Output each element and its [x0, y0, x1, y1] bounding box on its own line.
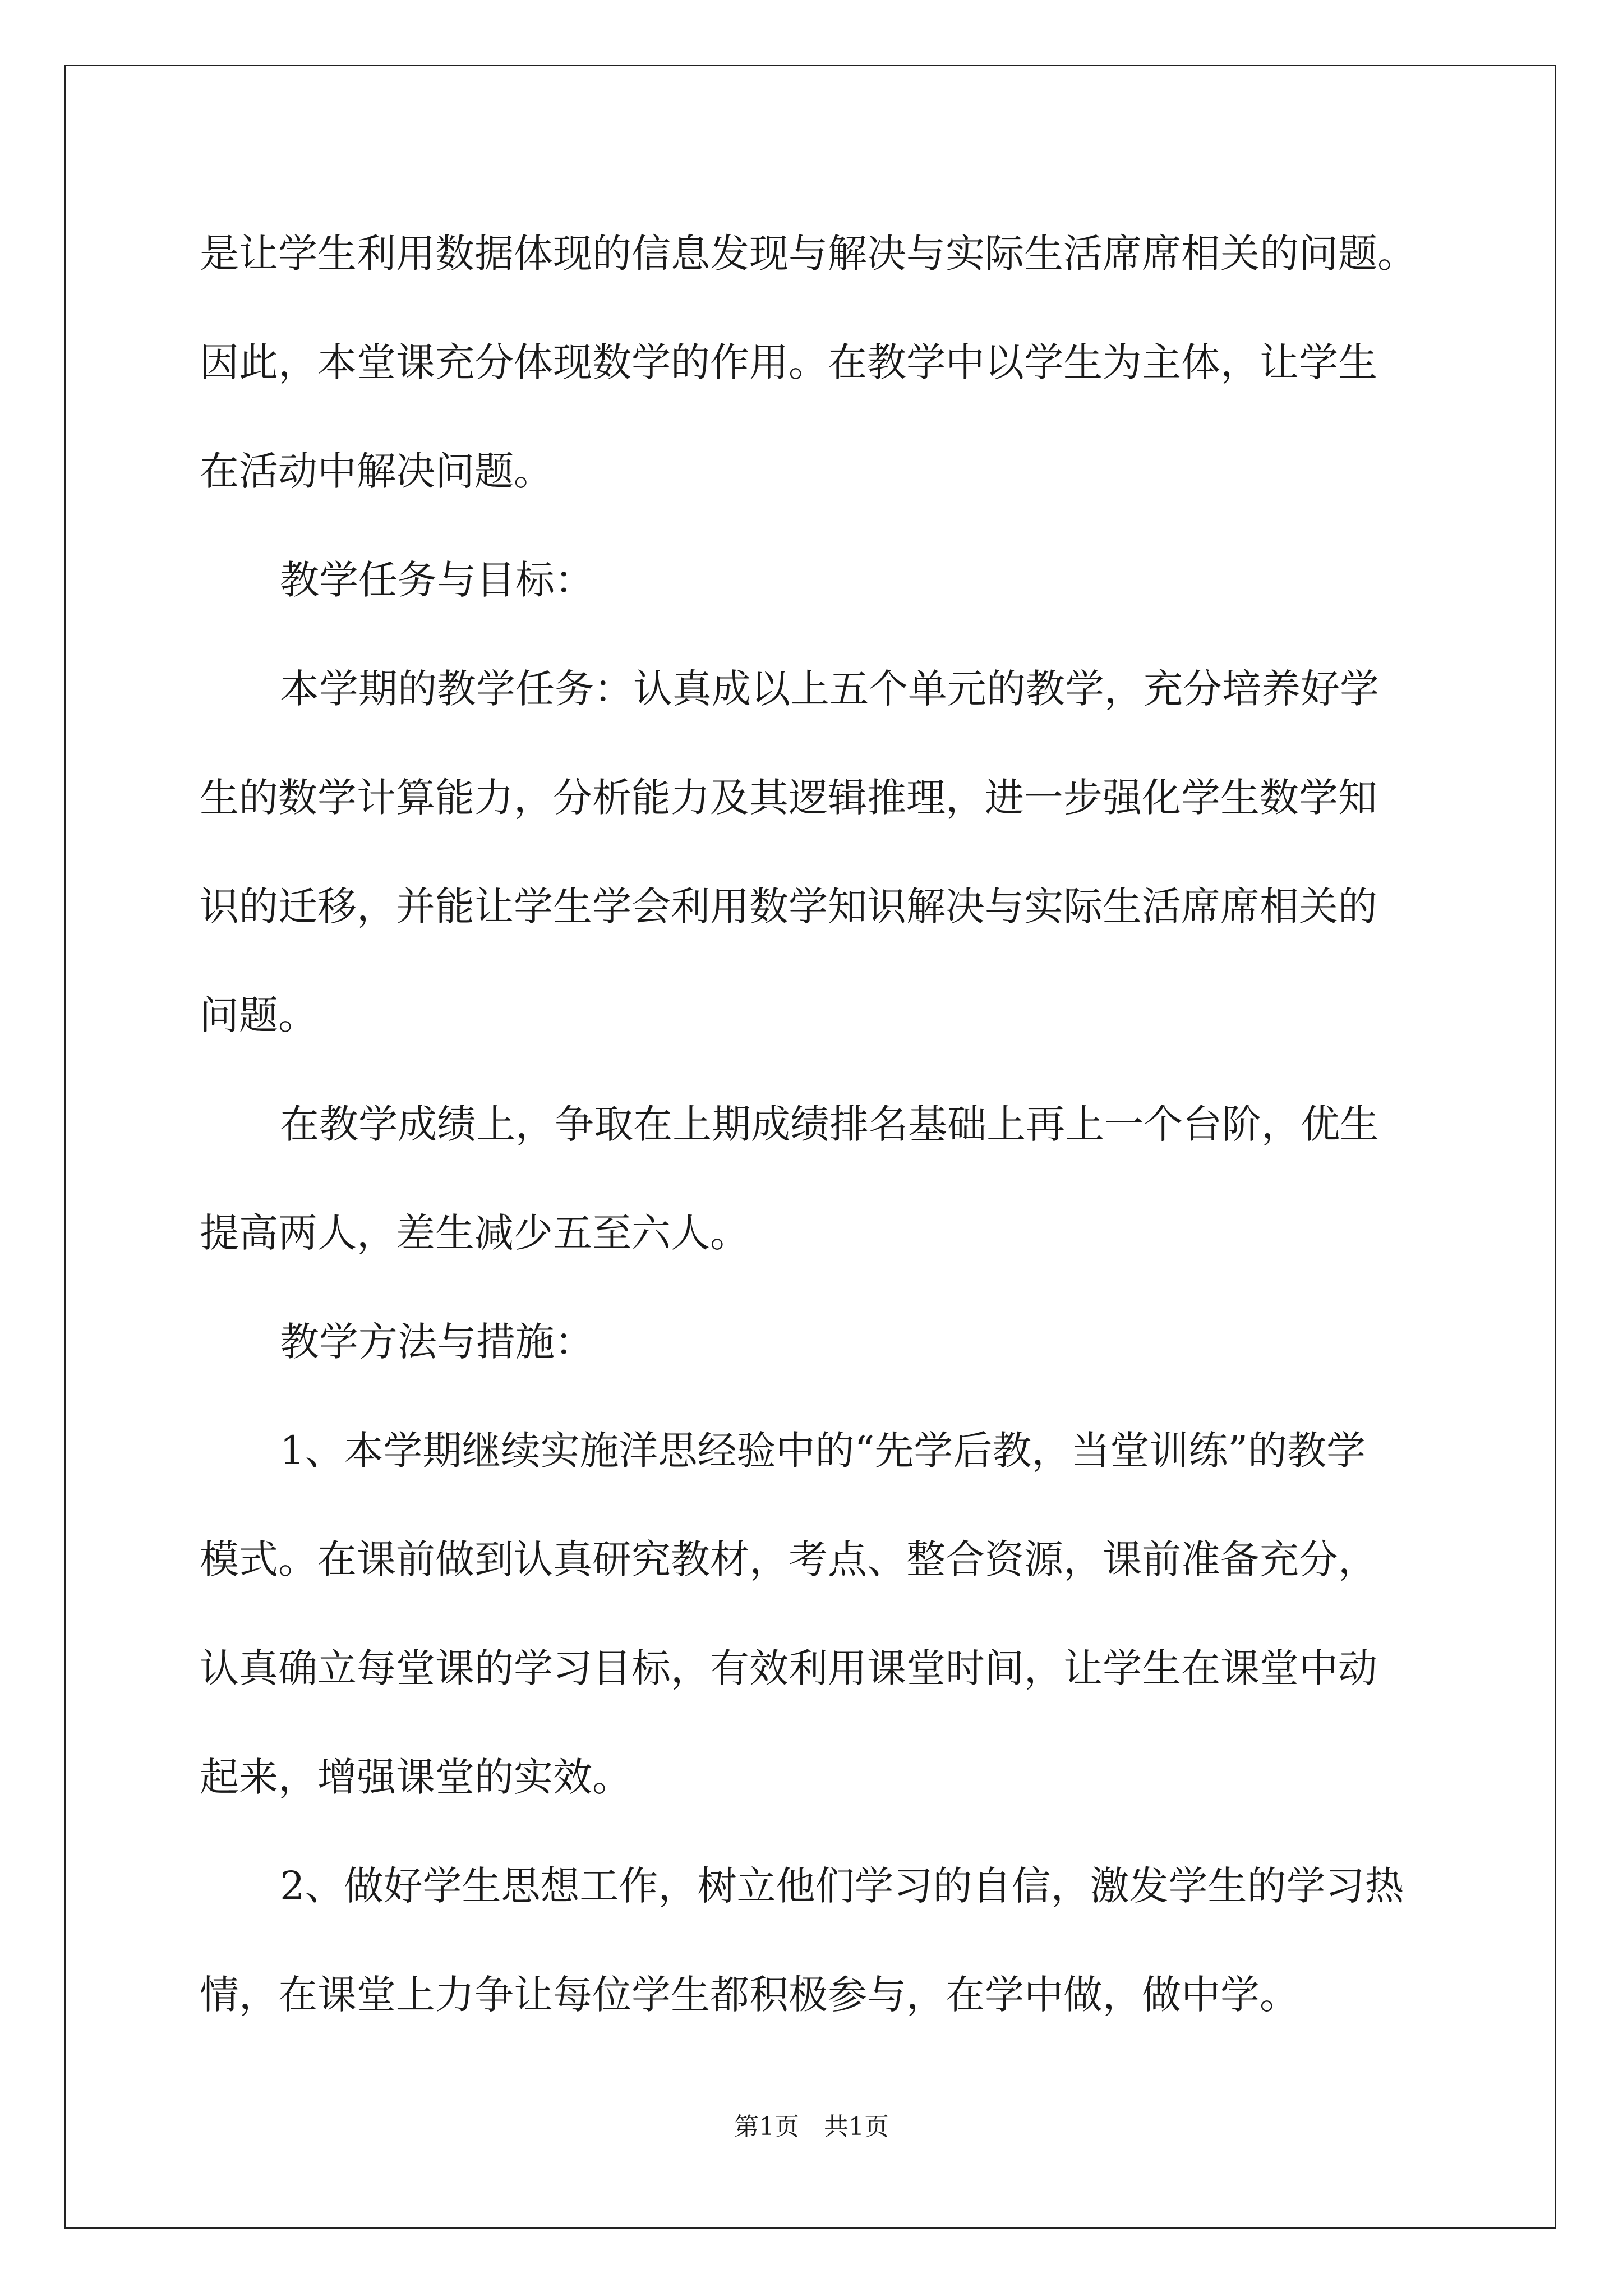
heading-teaching-tasks	[200, 526, 1456, 634]
text-line: 起来，增强课堂的实效。	[200, 1754, 631, 1800]
paragraph-method-1	[200, 1396, 1456, 1832]
text-line: 提高两人，差生减少五至六人。	[200, 1210, 749, 1256]
text-line: 在活动中解决问题。	[200, 448, 553, 494]
text-line: 是让学生利用数据体现的信息发现与解决与实际生活席席相关的问题。	[200, 231, 1417, 277]
text-line: 认真确立每堂课的学习目标，有效利用课堂时间，让学生在课堂中动	[200, 1645, 1377, 1691]
page-number-footer: 第1页 共1页	[734, 2113, 889, 2141]
paragraph-method-2	[200, 1832, 1456, 2049]
section-heading: 教学任务与目标：	[280, 557, 594, 603]
text-line: 模式。在课前做到认真研究教材，考点、整合资源，课前准备充分，	[200, 1536, 1377, 1582]
section-heading: 教学方法与措施：	[280, 1319, 594, 1365]
text-line: 因此，本堂课充分体现数学的作用。在教学中以学生为主体，让学生	[200, 339, 1377, 385]
text-line: 2、做好学生思想工作，树立他们学习的自信，激发学生的学习热	[280, 1863, 1404, 1909]
text-line: 问题。	[200, 992, 317, 1038]
text-line: 本学期的教学任务：认真成以上五个单元的教学，充分培养好学	[280, 666, 1379, 712]
text-line: 识的迁移，并能让学生学会利用数学知识解决与实际生活席席相关的	[200, 884, 1377, 930]
paragraph-performance-goals	[200, 1070, 1456, 1287]
paragraph-intro-continuation	[200, 199, 1456, 526]
text-line: 生的数学计算能力，分析能力及其逻辑推理，进一步强化学生数学知	[200, 775, 1377, 821]
heading-teaching-methods	[200, 1287, 1456, 1396]
text-line: 在教学成绩上，争取在上期成绩排名基础上再上一个台阶，优生	[280, 1101, 1379, 1147]
document-body	[200, 199, 1456, 2049]
text-line: 1、本学期继续实施洋思经验中的“先学后教，当堂训练”的教学	[280, 1428, 1366, 1474]
text-line: 情，在课堂上力争让每位学生都积极参与，在学中做，做中学。	[200, 1972, 1299, 2018]
paragraph-semester-tasks	[200, 634, 1456, 1070]
